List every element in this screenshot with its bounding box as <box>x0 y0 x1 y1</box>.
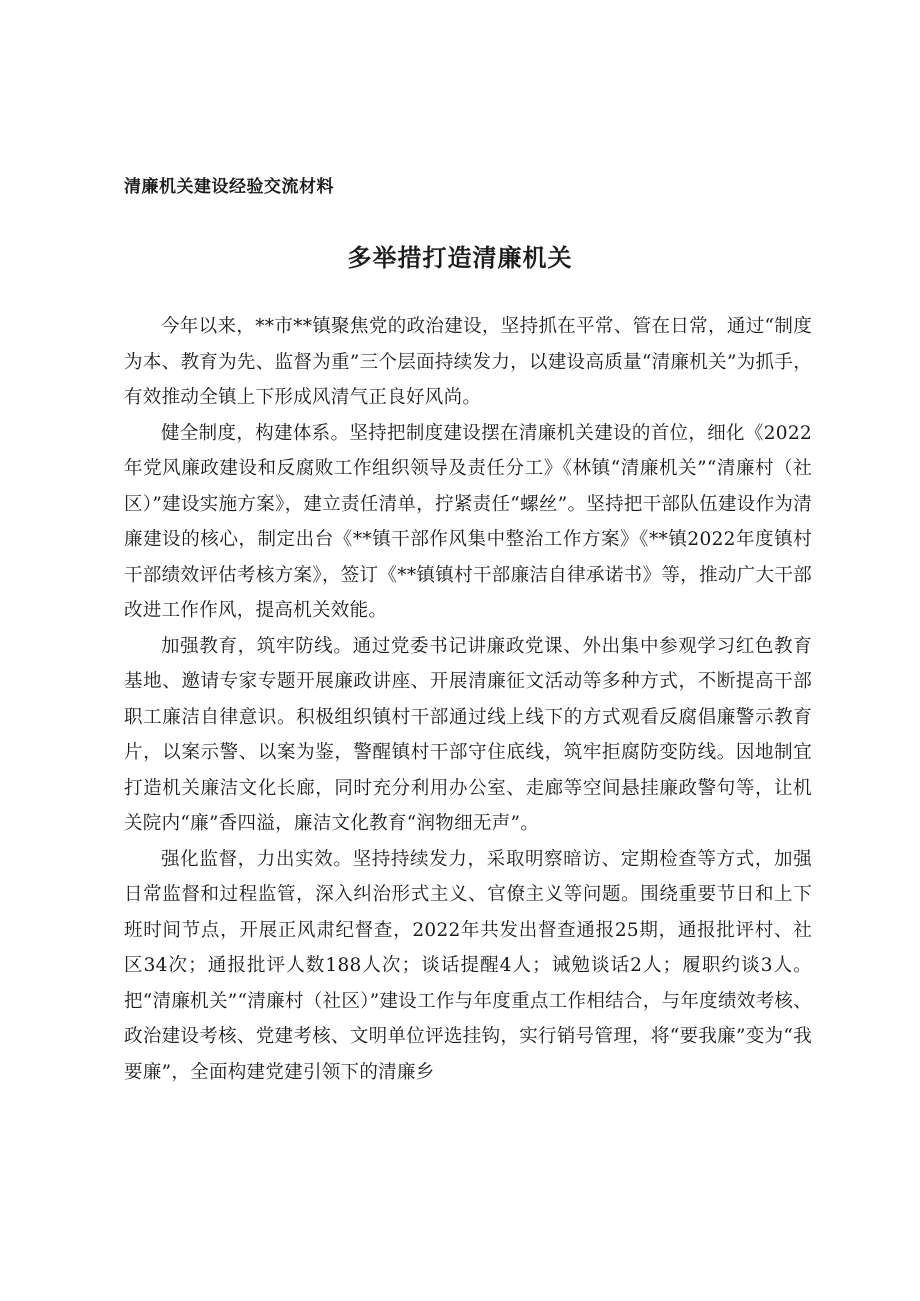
document-title: 多举措打造清廉机关 <box>347 244 573 272</box>
document-body <box>124 309 812 1090</box>
paragraph-intro: 今年以来，**市**镇聚焦党的政治建设，坚持抓在平常、管在日常，通过“制度为本、教育为先、监督为重”三个层面持续发力，以建设高质量“清廉机关”为抓手，有效推动全镇上下形成风清气正良好风尚。 <box>124 316 812 408</box>
paragraph-supervision: 强化监督，力出实效。坚持持续发力，采取明察暗访、定期检查等方式，加强日常监督和过程监管，深入纠治形式主义、官僚主义等问题。围绕重要节日和上下班时间节点，开展正风肃纪督查，2022年共发出督查通报25期，通报批评村、社区34次；通报批评人数188人次；谈话提醒4人；诫勉谈话2人；履职约谈3人。把“清廉机关”“清廉村（社区）”建设工作与年度重点工作相结合，与年度绩效考核、政治建设考核、党建考核、文明单位评选挂钩，实行销号管理，将“要我廉”变为“我要廉”，全面构建党建引领下的清廉乡 <box>124 848 812 1083</box>
paragraph-system: 健全制度，构建体系。坚持把制度建设摆在清廉机关建设的首位，细化《2022年党风廉政建设和反腐败工作组织领导及责任分工》《林镇“清廉机关”“清廉村（社区）”建设实施方案》，建立责任清单，拧紧责任“螺丝”。坚持把干部队伍建设作为清廉建设的核心，制定出台《**镇干部作风集中整治工作方案》《**镇2022年度镇村干部绩效评估考核方案》，签订《**镇镇村干部廉洁自律承诺书》等，推动广大干部改进工作作风，提高机关效能。 <box>124 422 812 621</box>
document-label: 清廉机关建设经验交流材料 <box>124 177 334 197</box>
paragraph-education: 加强教育，筑牢防线。通过党委书记讲廉政党课、外出集中参观学习红色教育基地、邀请专家专题开展廉政讲座、开展清廉征文活动等多种方式，不断提高干部职工廉洁自律意识。积极组织镇村干部通过线上线下的方式观看反腐倡廉警示教育片，以案示警、以案为鉴，警醒镇村干部守住底线，筑牢拒腐防变防线。因地制宜打造机关廉洁文化长廊，同时充分利用办公室、走廊等空间悬挂廉政警句等，让机关院内“廉”香四溢，廉洁文化教育“润物细无声”。 <box>124 635 812 834</box>
